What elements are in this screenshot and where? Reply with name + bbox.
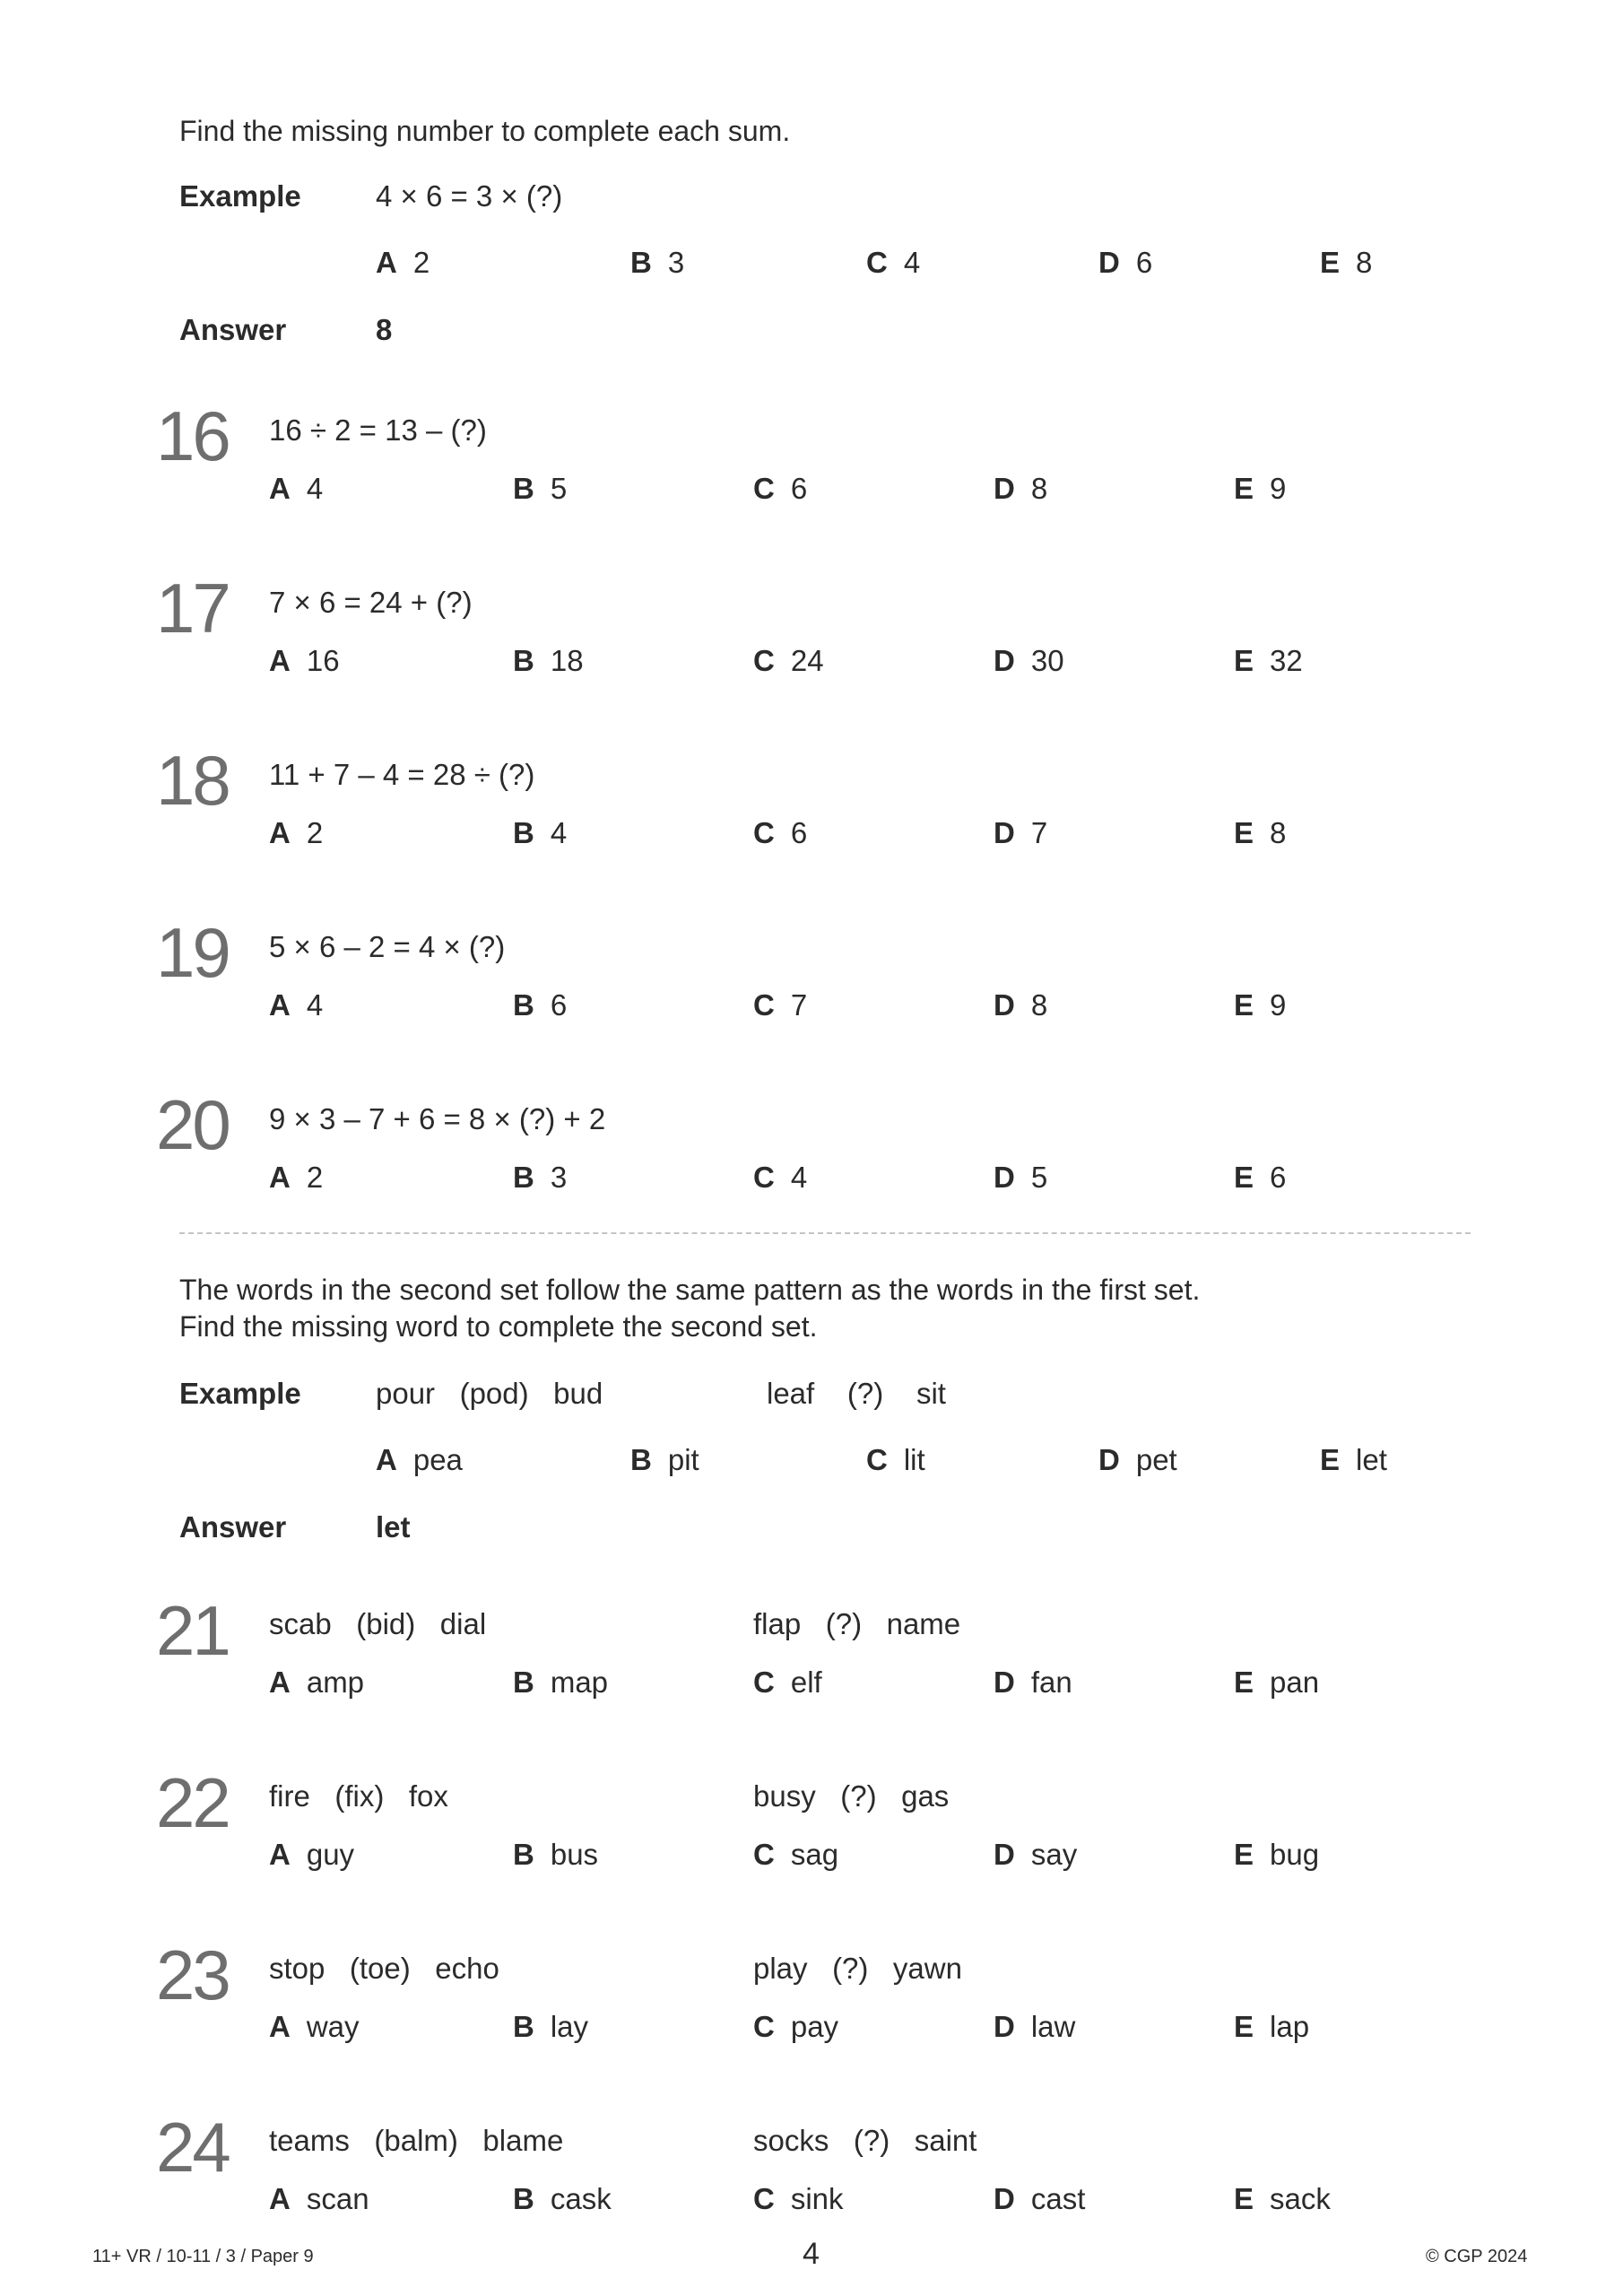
question-number: 23 xyxy=(156,1935,229,2014)
option-d[interactable]: D 8 xyxy=(994,472,1048,505)
question-text: 11 + 7 – 4 = 28 ÷ (?) xyxy=(269,758,535,791)
section2-example-option-d: D pet xyxy=(1098,1443,1177,1476)
question-number: 21 xyxy=(156,1591,229,1670)
question-set1: fire (fix) fox xyxy=(269,1779,448,1813)
question-set2: play (?) yawn xyxy=(753,1952,962,1985)
question-number: 17 xyxy=(156,569,229,648)
option-c[interactable]: C sink xyxy=(753,2182,844,2215)
option-a[interactable]: A amp xyxy=(269,1665,365,1699)
question-text: 16 ÷ 2 = 13 – (?) xyxy=(269,413,487,447)
question-set2: busy (?) gas xyxy=(753,1779,950,1813)
option-c[interactable]: C 24 xyxy=(753,644,824,677)
section1-example-label: Example xyxy=(179,179,301,213)
option-c[interactable]: C pay xyxy=(753,2010,839,2043)
question-number: 22 xyxy=(156,1763,229,1842)
section2-answer-value: let xyxy=(376,1510,411,1544)
option-d[interactable]: D 7 xyxy=(994,816,1048,849)
option-b[interactable]: B cask xyxy=(513,2182,612,2215)
option-d[interactable]: D law xyxy=(994,2010,1076,2043)
option-c[interactable]: C 6 xyxy=(753,816,808,849)
section1-instruction: Find the missing number to complete each sum. xyxy=(179,115,791,147)
option-b[interactable]: B 4 xyxy=(513,816,568,849)
option-a[interactable]: A 2 xyxy=(269,1161,324,1194)
question-text: 5 × 6 – 2 = 4 × (?) xyxy=(269,930,506,963)
section2-example-label: Example xyxy=(179,1377,301,1410)
question-set1: stop (toe) echo xyxy=(269,1952,499,1985)
section2-example-option-e: E let xyxy=(1320,1443,1387,1476)
page-number: 4 xyxy=(803,2237,820,2271)
option-e[interactable]: E 9 xyxy=(1234,472,1287,505)
option-b[interactable]: B 18 xyxy=(513,644,584,677)
option-b[interactable]: B 6 xyxy=(513,988,568,1022)
question-set1: teams (balm) blame xyxy=(269,2124,564,2157)
section1-example-option-b: B 3 xyxy=(630,246,685,279)
question-text: 9 × 3 – 7 + 6 = 8 × (?) + 2 xyxy=(269,1102,606,1135)
section-divider xyxy=(179,1232,1471,1234)
option-e[interactable]: E bug xyxy=(1234,1838,1320,1871)
option-c[interactable]: C 6 xyxy=(753,472,808,505)
option-e[interactable]: E 32 xyxy=(1234,644,1303,677)
section1-answer-label: Answer xyxy=(179,313,287,346)
option-a[interactable]: A 2 xyxy=(269,816,324,849)
question-set1: scab (bid) dial xyxy=(269,1607,487,1640)
section2-instruction-line2: Find the missing word to complete the second set. xyxy=(179,1310,818,1343)
section2-example-set2: leaf (?) sit xyxy=(767,1377,946,1410)
question-number: 16 xyxy=(156,396,229,475)
option-e[interactable]: E 8 xyxy=(1234,816,1287,849)
section1-example-option-d: D 6 xyxy=(1098,246,1153,279)
question-number: 18 xyxy=(156,741,229,820)
question-text: 7 × 6 = 24 + (?) xyxy=(269,586,473,619)
section1-answer-value: 8 xyxy=(376,313,393,346)
option-a[interactable]: A 4 xyxy=(269,472,324,505)
section1-example-option-e: E 8 xyxy=(1320,246,1373,279)
footer-copyright: © CGP 2024 xyxy=(1426,2247,1528,2266)
option-e[interactable]: E 6 xyxy=(1234,1161,1287,1194)
footer-paper-code: 11+ VR / 10-11 / 3 / Paper 9 xyxy=(92,2247,314,2266)
option-e[interactable]: E 9 xyxy=(1234,988,1287,1022)
option-c[interactable]: C 7 xyxy=(753,988,808,1022)
option-b[interactable]: B 3 xyxy=(513,1161,568,1194)
option-c[interactable]: C sag xyxy=(753,1838,839,1871)
section2-instruction-line1: The words in the second set follow the same pattern as the words in the first set. xyxy=(179,1274,1201,1306)
option-d[interactable]: D 5 xyxy=(994,1161,1048,1194)
section1-example-option-a: A 2 xyxy=(376,246,430,279)
option-a[interactable]: A 16 xyxy=(269,644,340,677)
section2-example-set1: pour (pod) bud xyxy=(376,1377,603,1410)
option-b[interactable]: B lay xyxy=(513,2010,589,2043)
option-e[interactable]: E pan xyxy=(1234,1665,1320,1699)
option-a[interactable]: A way xyxy=(269,2010,360,2043)
section2-example-option-b: B pit xyxy=(630,1443,699,1476)
option-d[interactable]: D 30 xyxy=(994,644,1064,677)
option-b[interactable]: B map xyxy=(513,1665,609,1699)
option-a[interactable]: A guy xyxy=(269,1838,355,1871)
option-e[interactable]: E sack xyxy=(1234,2182,1331,2215)
section2-example-option-c: C lit xyxy=(866,1443,925,1476)
section2-answer-label: Answer xyxy=(179,1510,287,1544)
section1-example-question: 4 × 6 = 3 × (?) xyxy=(376,179,563,213)
option-c[interactable]: C 4 xyxy=(753,1161,808,1194)
option-a[interactable]: A 4 xyxy=(269,988,324,1022)
option-b[interactable]: B bus xyxy=(513,1838,599,1871)
option-d[interactable]: D cast xyxy=(994,2182,1086,2215)
question-number: 24 xyxy=(156,2108,229,2187)
section1-example-option-c: C 4 xyxy=(866,246,921,279)
option-d[interactable]: D fan xyxy=(994,1665,1072,1699)
option-d[interactable]: D 8 xyxy=(994,988,1048,1022)
question-set2: flap (?) name xyxy=(753,1607,961,1640)
option-d[interactable]: D say xyxy=(994,1838,1078,1871)
question-set2: socks (?) saint xyxy=(753,2124,977,2157)
option-e[interactable]: E lap xyxy=(1234,2010,1310,2043)
question-number: 19 xyxy=(156,913,229,992)
option-a[interactable]: A scan xyxy=(269,2182,369,2215)
question-number: 20 xyxy=(156,1085,229,1164)
section2-example-option-a: A pea xyxy=(376,1443,463,1476)
option-c[interactable]: C elf xyxy=(753,1665,822,1699)
option-b[interactable]: B 5 xyxy=(513,472,568,505)
